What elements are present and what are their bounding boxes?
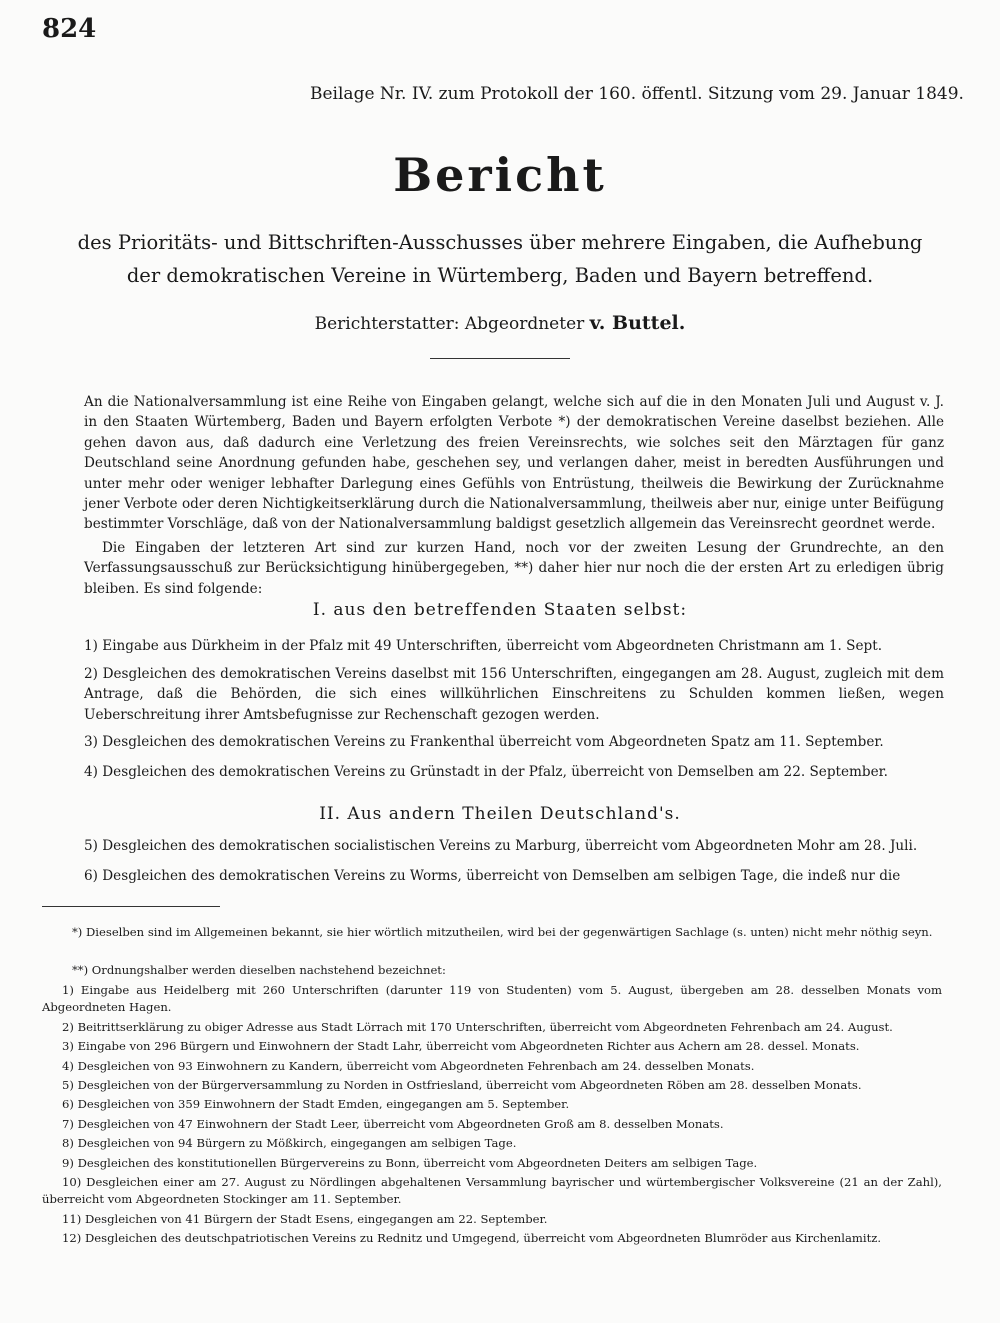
reporter-line xyxy=(0,312,1000,334)
footnote-item: 12) Desgleichen des deutschpatriotischen Vereins zu Rednitz und Umgegend, überreicht vom Abgeordneten Blumröder aus Kirchenlamitz. xyxy=(62,1231,882,1246)
footnote-item: 10) Desgleichen einer am 27. August zu Nördlingen abgehaltenen Versammlung bayrischer und würtembergischer Volksvereine (21 an der Zahl), überreicht vom Abgeordneten Stockinger am 11. September. xyxy=(42,1175,942,1207)
footnote-2-intro: **) Ordnungshalber werden dieselben nachstehend bezeichnet: xyxy=(72,963,446,977)
title-divider xyxy=(430,358,570,359)
footnote-item: 4) Desgleichen von 93 Einwohnern zu Kandern, überreicht vom Abgeordneten Fehrenbach am 24. desselben Monats. xyxy=(62,1058,755,1073)
subtitle: des Prioritäts- und Bittschriften-Ausschusses über mehrere Eingaben, die Aufhebung der demokratischen Vereine in Würtemberg, Baden und Bayern betreffend. xyxy=(77,231,923,287)
page-number: 824 xyxy=(42,14,97,44)
list-item: 2) Desgleichen des demokratischen Vereins daselbst mit 156 Unterschriften, eingegangen am 28. August, zugleich mit dem Antrage, daß die Behörden, die sich eines willkührlichen Einschreitens zu Schulden kommen ließen, wegen Ueberschreitung ihrer Amtsbefugnisse zur Rechenschaft gezogen werden. xyxy=(84,666,944,723)
footnote-item: 8) Desgleichen von 94 Bürgern zu Mößkirch, eingegangen am selbigen Tage. xyxy=(62,1136,517,1151)
list-item: 5) Desgleichen des demokratischen socialistischen Vereins zu Marburg, überreicht vom Abgeordneten Mohr am 28. Juli. xyxy=(84,838,918,854)
reporter-name: v. Buttel. xyxy=(589,312,686,334)
footnote-divider xyxy=(42,906,220,907)
footnote-item: 7) Desgleichen von 47 Einwohnern der Stadt Leer, überreicht vom Abgeordneten Groß am 8. desselben Monats. xyxy=(62,1116,724,1131)
paragraph-2: Die Eingaben der letzteren Art sind zur kurzen Hand, noch vor der zweiten Lesung der Grundrechte, an den Verfassungsausschuß zur Berücksichtigung hinübergegeben, **) daher hier nur noch die der ersten Art zu erledigen übrig bleiben. Es sind folgende: xyxy=(84,540,944,597)
list-item: 3) Desgleichen des demokratischen Vereins zu Frankenthal überreicht vom Abgeordneten Spatz am 11. September. xyxy=(84,734,884,750)
footnote-item: 11) Desgleichen von 41 Bürgern der Stadt Esens, eingegangen am 22. September. xyxy=(62,1211,548,1226)
list-item: 6) Desgleichen des demokratischen Vereins zu Worms, überreicht von Demselben am selbigen Tage, die indeß nur die xyxy=(84,868,901,884)
footnote-2-list xyxy=(42,982,942,1250)
paragraph-1: An die Nationalversammlung ist eine Reihe von Eingaben gelangt, welche sich auf die in den Monaten Juli und August v. J. in den Staaten Würtemberg, Baden und Bayern erfolgten Verbote *) der demokratischen Vereine daselbst beziehen. Alle gehen davon aus, daß dadurch eine Verletzung des freien Vereinsrechts, wie solches seit den Märztagen für ganz Deutschland seine Anordnung gefunden habe, geschehen sey, und verlangen daher, meist in beredten Ausführungen und unter mehr oder weniger lebhafter Darlegung eines Gefühls von Entrüstung, theilweis die Bewirkung der Zurücknahme jener Verbote oder deren Nichtigkeitserklärung durch die Nationalversammlung, theilweis aber nur, einige unter Beifügung bestimmter Vorschläge, daß von der Nationalversammlung baldigst gesetzlich allgemein das Vereinsrecht geordnet werde. xyxy=(84,394,944,533)
footnote-item: 9) Desgleichen des konstitutionellen Bürgervereins zu Bonn, überreicht vom Abgeordneten Deiters am selbigen Tage. xyxy=(62,1155,758,1170)
footnote-item: 6) Desgleichen von 359 Einwohnern der Stadt Emden, eingegangen am 5. September. xyxy=(62,1097,570,1112)
footnote-item: 5) Desgleichen von der Bürgerversammlung zu Norden in Ostfriesland, überreicht vom Abgeordneten Röben am 28. desselben Monats. xyxy=(62,1078,862,1093)
footnote-item: 1) Eingabe aus Heidelberg mit 260 Unterschriften (darunter 119 von Studenten) vom 5. August, übergeben am 28. desselben Monats vom Abgeordneten Hagen. xyxy=(42,983,942,1015)
section-heading-2: II. Aus andern Theilen Deutschland's. xyxy=(319,804,681,824)
footnote-1: *) Dieselben sind im Allgemeinen bekannt, sie hier wörtlich mitzutheilen, wird bei der gegenwärtigen Sachlage (s. unten) nicht mehr nöthig seyn. xyxy=(72,925,933,939)
page-title: Bericht xyxy=(393,148,607,202)
list-item: 1) Eingabe aus Dürkheim in der Pfalz mit 49 Unterschriften, überreicht vom Abgeordneten Christmann am 1. Sept. xyxy=(84,638,883,654)
header-line: Beilage Nr. IV. zum Protokoll der 160. öffentl. Sitzung vom 29. Januar 1849. xyxy=(310,84,964,104)
reporter-label: Berichterstatter: Abgeordneter xyxy=(314,314,585,334)
section-heading-1: I. aus den betreffenden Staaten selbst: xyxy=(312,600,688,620)
list-item: 4) Desgleichen des demokratischen Vereins zu Grünstadt in der Pfalz, überreicht von Demselben am 22. September. xyxy=(84,764,889,780)
footnote-item: 3) Eingabe von 296 Bürgern und Einwohnern der Stadt Lahr, überreicht vom Abgeordneten Richter aus Achern am 28. dessel. Monats. xyxy=(62,1039,860,1054)
footnote-item: 2) Beitrittserklärung zu obiger Adresse aus Stadt Lörrach mit 170 Unterschriften, überreicht vom Abgeordneten Fehrenbach am 24. August. xyxy=(62,1019,893,1034)
